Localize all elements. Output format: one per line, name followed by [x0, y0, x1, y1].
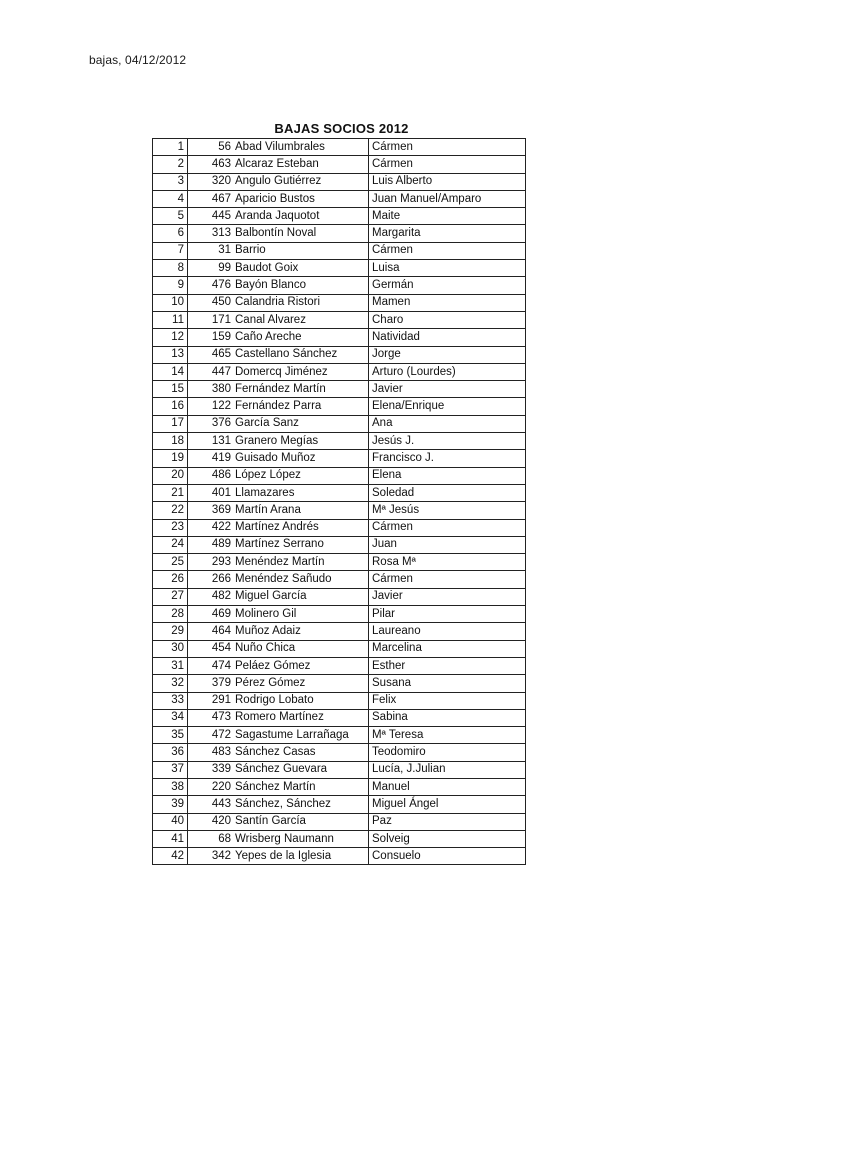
- cell-surname: Barrio: [233, 242, 369, 259]
- table-row: [153, 467, 526, 484]
- cell-member-number: 401: [188, 484, 234, 501]
- cell-member-number: 339: [188, 761, 234, 778]
- cell-surname: Granero Megías: [233, 433, 369, 450]
- cell-surname: Balbontín Noval: [233, 225, 369, 242]
- cell-surname: Fernández Martín: [233, 381, 369, 398]
- cell-index: 11: [153, 311, 188, 328]
- cell-index: 25: [153, 554, 188, 571]
- cell-first-name: Arturo (Lourdes): [369, 363, 526, 380]
- cell-index: 30: [153, 640, 188, 657]
- cell-first-name: Laureano: [369, 623, 526, 640]
- table-row: [153, 640, 526, 657]
- cell-index: 29: [153, 623, 188, 640]
- table-row: [153, 727, 526, 744]
- cell-index: 26: [153, 571, 188, 588]
- cell-first-name: Rosa Mª: [369, 554, 526, 571]
- cell-first-name: Elena: [369, 467, 526, 484]
- cell-member-number: 99: [188, 260, 234, 277]
- cell-first-name: Juan: [369, 536, 526, 553]
- cell-first-name: Javier: [369, 381, 526, 398]
- cell-first-name: Cármen: [369, 139, 526, 156]
- cell-index: 6: [153, 225, 188, 242]
- table-title: BAJAS SOCIOS 2012: [274, 121, 409, 136]
- cell-member-number: 486: [188, 467, 234, 484]
- table-row: [153, 778, 526, 795]
- cell-index: 38: [153, 778, 188, 795]
- cell-surname: Guisado Muñoz: [233, 450, 369, 467]
- cell-surname: Muñoz Adaiz: [233, 623, 369, 640]
- cell-member-number: 422: [188, 519, 234, 536]
- cell-index: 23: [153, 519, 188, 536]
- cell-first-name: Miguel Ángel: [369, 796, 526, 813]
- cell-member-number: 482: [188, 588, 234, 605]
- cell-surname: Castellano Sánchez: [233, 346, 369, 363]
- cell-surname: Sánchez Martín: [233, 778, 369, 795]
- cell-member-number: 473: [188, 709, 234, 726]
- cell-first-name: Felix: [369, 692, 526, 709]
- cell-index: 39: [153, 796, 188, 813]
- cell-member-number: 56: [188, 139, 234, 156]
- cell-index: 10: [153, 294, 188, 311]
- cell-surname: Domercq Jiménez: [233, 363, 369, 380]
- cell-first-name: Cármen: [369, 156, 526, 173]
- cell-first-name: Solveig: [369, 830, 526, 847]
- cell-member-number: 320: [188, 173, 234, 190]
- cell-surname: Fernández Parra: [233, 398, 369, 415]
- cell-first-name: Juan Manuel/Amparo: [369, 190, 526, 207]
- cell-first-name: Susana: [369, 675, 526, 692]
- cell-first-name: Mª Teresa: [369, 727, 526, 744]
- cell-member-number: 342: [188, 848, 234, 865]
- cell-member-number: 171: [188, 311, 234, 328]
- cell-member-number: 291: [188, 692, 234, 709]
- table-row: [153, 623, 526, 640]
- cell-first-name: Soledad: [369, 484, 526, 501]
- cell-index: 2: [153, 156, 188, 173]
- cell-surname: Martín Arana: [233, 502, 369, 519]
- cell-first-name: Jorge: [369, 346, 526, 363]
- cell-first-name: Lucía, J.Julian: [369, 761, 526, 778]
- table-row: [153, 554, 526, 571]
- cell-surname: Sagastume Larrañaga: [233, 727, 369, 744]
- cell-index: 1: [153, 139, 188, 156]
- cell-index: 37: [153, 761, 188, 778]
- table-row: [153, 484, 526, 501]
- table-row: [153, 848, 526, 865]
- cell-first-name: Paz: [369, 813, 526, 830]
- members-table-body: [153, 139, 526, 865]
- cell-index: 8: [153, 260, 188, 277]
- cell-index: 31: [153, 657, 188, 674]
- cell-first-name: Natividad: [369, 329, 526, 346]
- cell-index: 18: [153, 433, 188, 450]
- cell-index: 36: [153, 744, 188, 761]
- cell-surname: Wrisberg Naumann: [233, 830, 369, 847]
- cell-index: 20: [153, 467, 188, 484]
- cell-index: 32: [153, 675, 188, 692]
- table-row: [153, 571, 526, 588]
- cell-member-number: 293: [188, 554, 234, 571]
- cell-first-name: Charo: [369, 311, 526, 328]
- cell-member-number: 469: [188, 606, 234, 623]
- cell-surname: García Sanz: [233, 415, 369, 432]
- table-row: [153, 311, 526, 328]
- table-row: [153, 796, 526, 813]
- cell-member-number: 443: [188, 796, 234, 813]
- cell-surname: Aparicio Bustos: [233, 190, 369, 207]
- cell-index: 3: [153, 173, 188, 190]
- cell-member-number: 376: [188, 415, 234, 432]
- table-row: [153, 294, 526, 311]
- cell-first-name: Cármen: [369, 571, 526, 588]
- cell-member-number: 159: [188, 329, 234, 346]
- table-row: [153, 502, 526, 519]
- cell-surname: Romero Martínez: [233, 709, 369, 726]
- table-row: [153, 450, 526, 467]
- cell-surname: Molinero Gil: [233, 606, 369, 623]
- cell-index: 12: [153, 329, 188, 346]
- cell-surname: Abad Vilumbrales: [233, 139, 369, 156]
- cell-index: 42: [153, 848, 188, 865]
- table-row: [153, 709, 526, 726]
- cell-first-name: Mª Jesús: [369, 502, 526, 519]
- cell-member-number: 122: [188, 398, 234, 415]
- cell-member-number: 454: [188, 640, 234, 657]
- cell-index: 5: [153, 208, 188, 225]
- cell-surname: Sánchez Casas: [233, 744, 369, 761]
- cell-first-name: Maite: [369, 208, 526, 225]
- table-row: [153, 536, 526, 553]
- cell-index: 22: [153, 502, 188, 519]
- cell-surname: Nuño Chica: [233, 640, 369, 657]
- cell-index: 16: [153, 398, 188, 415]
- cell-member-number: 313: [188, 225, 234, 242]
- cell-index: 7: [153, 242, 188, 259]
- cell-member-number: 131: [188, 433, 234, 450]
- cell-member-number: 447: [188, 363, 234, 380]
- cell-index: 27: [153, 588, 188, 605]
- table-row: [153, 744, 526, 761]
- cell-first-name: Teodomiro: [369, 744, 526, 761]
- cell-first-name: Manuel: [369, 778, 526, 795]
- cell-first-name: Margarita: [369, 225, 526, 242]
- cell-index: 41: [153, 830, 188, 847]
- cell-surname: Canal Alvarez: [233, 311, 369, 328]
- cell-surname: Calandria Ristori: [233, 294, 369, 311]
- cell-member-number: 465: [188, 346, 234, 363]
- cell-first-name: Cármen: [369, 519, 526, 536]
- table-row: [153, 657, 526, 674]
- members-table: [152, 138, 526, 865]
- cell-index: 14: [153, 363, 188, 380]
- table-row: [153, 190, 526, 207]
- cell-member-number: 474: [188, 657, 234, 674]
- cell-surname: Alcaraz Esteban: [233, 156, 369, 173]
- table-row: [153, 761, 526, 778]
- cell-first-name: Sabina: [369, 709, 526, 726]
- cell-member-number: 420: [188, 813, 234, 830]
- cell-first-name: Consuelo: [369, 848, 526, 865]
- table-row: [153, 830, 526, 847]
- cell-surname: Baudot Goix: [233, 260, 369, 277]
- cell-member-number: 220: [188, 778, 234, 795]
- cell-surname: Miguel García: [233, 588, 369, 605]
- cell-surname: Sánchez, Sánchez: [233, 796, 369, 813]
- cell-member-number: 379: [188, 675, 234, 692]
- cell-surname: Santín García: [233, 813, 369, 830]
- cell-member-number: 380: [188, 381, 234, 398]
- cell-member-number: 445: [188, 208, 234, 225]
- cell-index: 34: [153, 709, 188, 726]
- page-header: bajas, 04/12/2012: [89, 53, 187, 67]
- cell-member-number: 476: [188, 277, 234, 294]
- cell-surname: Menéndez Martín: [233, 554, 369, 571]
- cell-first-name: Javier: [369, 588, 526, 605]
- table-row: [153, 260, 526, 277]
- cell-first-name: Cármen: [369, 242, 526, 259]
- cell-member-number: 31: [188, 242, 234, 259]
- table-row: [153, 277, 526, 294]
- cell-index: 9: [153, 277, 188, 294]
- cell-surname: Martínez Serrano: [233, 536, 369, 553]
- cell-first-name: Luisa: [369, 260, 526, 277]
- table-row: [153, 139, 526, 156]
- table-row: [153, 242, 526, 259]
- cell-first-name: Pilar: [369, 606, 526, 623]
- table-row: [153, 363, 526, 380]
- cell-member-number: 467: [188, 190, 234, 207]
- table-row: [153, 173, 526, 190]
- table-row: [153, 606, 526, 623]
- cell-surname: Sánchez Guevara: [233, 761, 369, 778]
- table-row: [153, 433, 526, 450]
- cell-member-number: 68: [188, 830, 234, 847]
- cell-first-name: Francisco J.: [369, 450, 526, 467]
- cell-index: 4: [153, 190, 188, 207]
- cell-index: 21: [153, 484, 188, 501]
- cell-index: 15: [153, 381, 188, 398]
- table-row: [153, 329, 526, 346]
- cell-index: 19: [153, 450, 188, 467]
- table-row: [153, 346, 526, 363]
- cell-surname: Llamazares: [233, 484, 369, 501]
- cell-index: 35: [153, 727, 188, 744]
- cell-member-number: 472: [188, 727, 234, 744]
- cell-index: 28: [153, 606, 188, 623]
- cell-first-name: Elena/Enrique: [369, 398, 526, 415]
- cell-surname: Aranda Jaquotot: [233, 208, 369, 225]
- cell-first-name: Mamen: [369, 294, 526, 311]
- cell-first-name: Germán: [369, 277, 526, 294]
- table-row: [153, 692, 526, 709]
- cell-index: 13: [153, 346, 188, 363]
- table-row: [153, 813, 526, 830]
- cell-member-number: 266: [188, 571, 234, 588]
- table-row: [153, 398, 526, 415]
- cell-member-number: 450: [188, 294, 234, 311]
- cell-surname: Pérez Gómez: [233, 675, 369, 692]
- cell-surname: Menéndez Sañudo: [233, 571, 369, 588]
- cell-index: 17: [153, 415, 188, 432]
- table-row: [153, 415, 526, 432]
- cell-member-number: 463: [188, 156, 234, 173]
- cell-first-name: Luis Alberto: [369, 173, 526, 190]
- table-row: [153, 225, 526, 242]
- cell-surname: López López: [233, 467, 369, 484]
- table-row: [153, 588, 526, 605]
- cell-first-name: Jesús J.: [369, 433, 526, 450]
- cell-index: 33: [153, 692, 188, 709]
- table-row: [153, 519, 526, 536]
- cell-first-name: Esther: [369, 657, 526, 674]
- cell-index: 40: [153, 813, 188, 830]
- table-row: [153, 675, 526, 692]
- cell-surname: Yepes de la Iglesia: [233, 848, 369, 865]
- cell-member-number: 369: [188, 502, 234, 519]
- cell-surname: Angulo Gutiérrez: [233, 173, 369, 190]
- cell-first-name: Ana: [369, 415, 526, 432]
- cell-surname: Martínez Andrés: [233, 519, 369, 536]
- cell-member-number: 489: [188, 536, 234, 553]
- cell-surname: Rodrigo Lobato: [233, 692, 369, 709]
- cell-member-number: 464: [188, 623, 234, 640]
- cell-surname: Caño Areche: [233, 329, 369, 346]
- table-row: [153, 381, 526, 398]
- cell-surname: Peláez Gómez: [233, 657, 369, 674]
- cell-index: 24: [153, 536, 188, 553]
- cell-surname: Bayón Blanco: [233, 277, 369, 294]
- cell-member-number: 483: [188, 744, 234, 761]
- cell-member-number: 419: [188, 450, 234, 467]
- cell-first-name: Marcelina: [369, 640, 526, 657]
- table-row: [153, 156, 526, 173]
- table-row: [153, 208, 526, 225]
